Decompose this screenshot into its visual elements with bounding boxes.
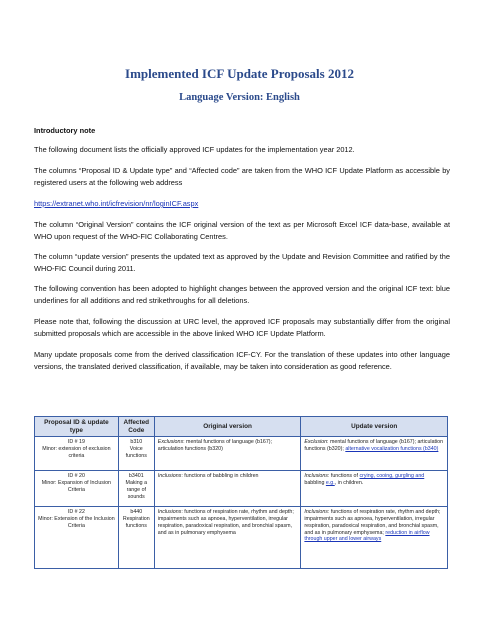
intro-heading: Introductory note [34, 126, 96, 135]
update-label: Inclusions [304, 509, 328, 516]
update-text: , in children. [334, 479, 364, 486]
update-text: : mental functions of language (b167); articulation functions (b320); [304, 439, 444, 452]
paragraph-7: Many update proposals come from the derived classification ICF-CY. For the translation of these updates into other language versions, the translated derived classification, if available, may be taken into consideration as good reference. [34, 350, 450, 371]
table-row [35, 471, 448, 507]
proposal-cell [35, 437, 119, 471]
code-value: b310 [130, 439, 143, 446]
paragraph-6: Please note that, following the discussion at URC level, the approved ICF proposals may substantially differ from the original submitted proposals which are accessible in the above linked WHO ICF Update Platform. [34, 317, 450, 338]
code-desc: Respiration functions [122, 515, 150, 529]
update-added-text: reduction in airflow through upper and lower airways [304, 529, 430, 543]
original-cell [154, 471, 301, 507]
code-cell [118, 437, 154, 471]
update-added-text: alternative vocalization functions (b340) [345, 445, 439, 452]
code-desc: Voice functions [125, 445, 147, 459]
code-cell [118, 507, 154, 569]
table-row [35, 437, 448, 471]
original-cell [154, 437, 301, 471]
original-text: : functions of babbling in children [181, 473, 259, 480]
update-text: : functions of respiration rate, rhythm and depth; impairments such as apnoea, hyperventilation, irregular respiration, paradoxical respiration, and bronchial spasm, and as in pulmonary emphysema; [304, 509, 441, 536]
original-text: : mental functions of language (b167); articulation functions (b320) [157, 439, 273, 452]
paragraph-5: The following convention has been adopted to highlight changes between the approved version and the original ICF text: blue underlines for all additions and red strikethroughs for all deletions. [34, 284, 450, 305]
update-cell [301, 507, 448, 569]
header-proposal-id: Proposal ID & update type [35, 417, 119, 437]
original-label: Inclusions [157, 473, 182, 480]
update-cell [301, 471, 448, 507]
code-desc: Making a range of sounds [125, 479, 148, 500]
original-label: Exclusions [157, 439, 184, 446]
table-row [35, 507, 448, 569]
code-cell [118, 471, 154, 507]
paragraph-4: The column “update version” presents the updated text as approved by the Update and Revision Committee and ratified by the WHO-FIC Council during 2011. [34, 252, 450, 273]
update-label: Inclusions [304, 473, 328, 480]
proposal-cell [35, 471, 119, 507]
proposal-cell [35, 507, 119, 569]
proposal-type: Minor: Extension of the Inclusion Criteria [38, 515, 115, 529]
update-added-text: crying, cooing, gurgling and [359, 473, 425, 480]
paragraph-3: The column “Original Version” contains the ICF original version of the text as per Microsoft Excel ICF data-base, available at WHO upon request of the WHO-FIC Collaborating Centres. [34, 220, 450, 241]
proposal-id: ID # 19 [67, 439, 85, 446]
original-text: : functions of respiration rate, rhythm and depth; impairments such as apnoea, hyperventilation, irregular respiration, paradoxical respiration, and bronchial spasm, and as in pulmonary emphysema [157, 509, 294, 536]
proposal-type: Minor: extension of exclusion criteria [42, 445, 111, 459]
update-added-text: e.g. [325, 479, 335, 486]
proposal-id: ID # 22 [67, 509, 85, 516]
original-label: Inclusions [157, 509, 182, 516]
document-subtitle: Language Version: English [179, 92, 300, 103]
header-update-version: Update version [301, 417, 448, 437]
document-title: Implemented ICF Update Proposals 2012 [125, 66, 354, 81]
update-text: : functions of [327, 473, 358, 480]
header-original-version: Original version [154, 417, 301, 437]
paragraph-1: The following document lists the officially approved ICF updates for the implementation year 2012. [34, 145, 355, 154]
header-affected-code: Affected Code [118, 417, 154, 437]
original-cell [154, 507, 301, 569]
platform-link[interactable] [34, 198, 450, 210]
table-header-row [35, 417, 448, 437]
code-value: b440 [130, 509, 143, 516]
proposal-type: Minor: Expansion of Inclusion Criteria [41, 479, 111, 493]
paragraph-2: The columns “Proposal ID & Update type” and “Affected code” are taken from the WHO ICF Update Platform as accessible by registered users at the following web address [34, 166, 450, 187]
platform-link-text[interactable]: https://extranet.who.int/icfrevision/nr/loginICF.aspx [34, 199, 199, 208]
proposal-id: ID # 20 [67, 473, 85, 480]
updates-table [34, 416, 448, 569]
update-text: babbling [304, 479, 325, 486]
update-cell [301, 437, 448, 471]
code-value: b3401 [128, 473, 144, 480]
update-label: Exclusion [304, 439, 328, 446]
